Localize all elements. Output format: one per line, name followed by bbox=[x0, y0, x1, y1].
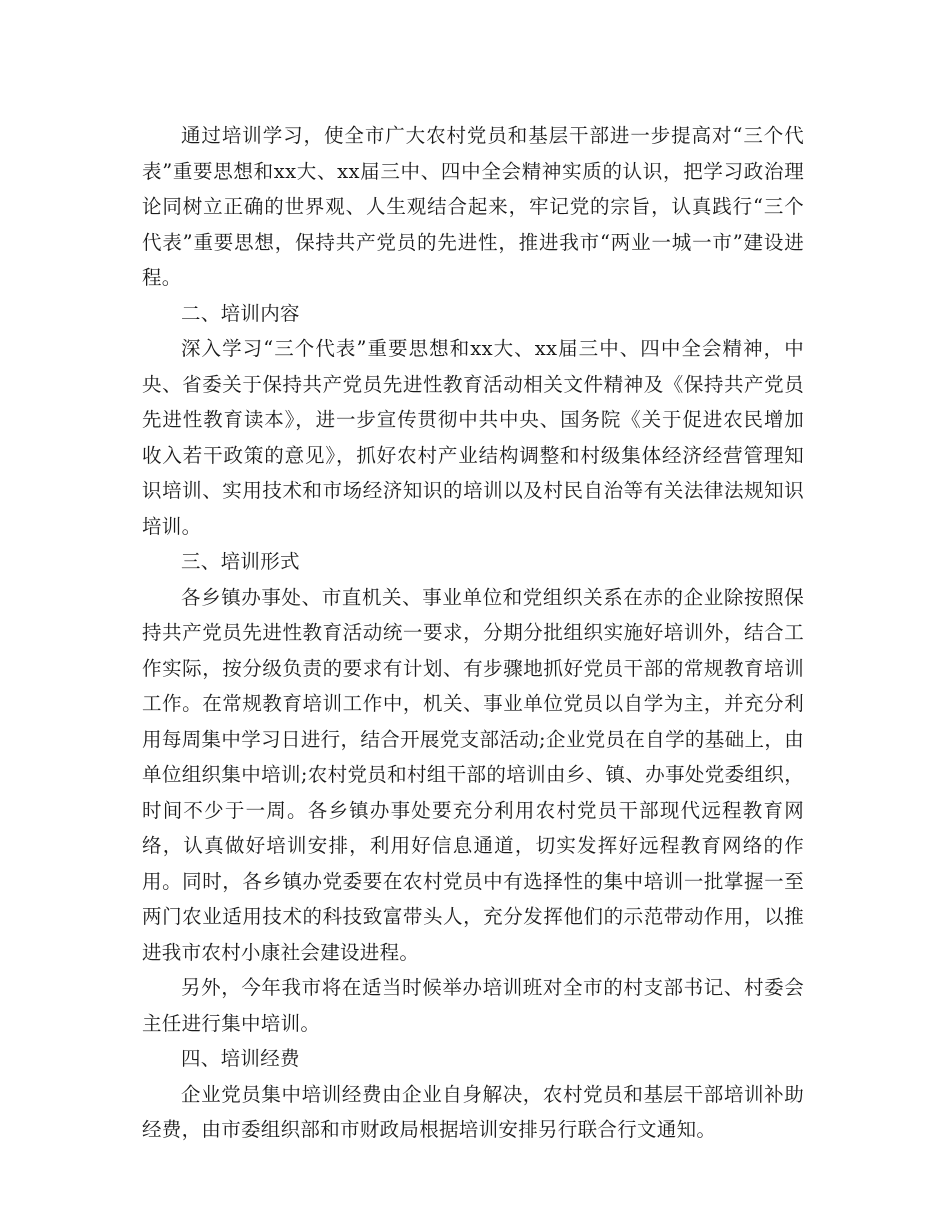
document-body bbox=[142, 118, 804, 1148]
section-heading-training-format: 三、培训形式 bbox=[181, 550, 300, 573]
paragraph-training-format: 各乡镇办事处、市直机关、事业单位和党组织关系在赤的企业除按照保持共产党员先进性教育活动统一要求，分期分批组织实施好培训外，结合工作实际，按分级负责的要求有计划、有步骤地抓好党员干部的常规教育培训工作。在常规教育培训工作中，机关、事业单位党员以自学为主，并充分利用每周集中学习日进行，结合开展党支部活动;企业党员在自学的基础上，由单位组织集中培训;农村党员和村组干部的培训由乡、镇、办事处党委组织，时间不少于一周。各乡镇办事处要充分利用农村党员干部现代远程教育网络，认真做好培训安排，利用好信息通道，切实发挥好远程教育网络的作用。同时，各乡镇办党委要在农村党员中有选择性的集中培训一批掌握一至两门农业适用技术的科技致富带头人，充分发挥他们的示范带动作用，以推进我市农村小康社会建设进程。 bbox=[142, 585, 804, 964]
section-heading-training-funding: 四、培训经费 bbox=[181, 1047, 300, 1070]
section-heading-training-content: 二、培训内容 bbox=[181, 301, 300, 325]
paragraph-training-funding: 企业党员集中培训经费由企业自身解决，农村党员和基层干部培训补助经费，由市委组织部和市财政局根据培训安排另行联合行文通知。 bbox=[142, 1082, 804, 1141]
paragraph-training-goal: 通过培训学习，使全市广大农村党员和基层干部进一步提高对“三个代表”重要思想和xx大、xx届三中、四中全会精神实质的认识，把学习政治理论同树立正确的世界观、人生观结合起来，牢记党的宗旨，认真践行“三个代表”重要思想，保持共产党员的先进性，推进我市“两业一城一市”建设进程。 bbox=[142, 124, 804, 289]
paragraph-village-secretary-training: 另外，今年我市将在适当时候举办培训班对全市的村支部书记、村委会主任进行集中培训。 bbox=[142, 976, 804, 1035]
paragraph-training-content: 深入学习“三个代表”重要思想和xx大、xx届三中、四中全会精神，中央、省委关于保持共产党员先进性教育活动相关文件精神及《保持共产党员先进性教育读本》，进一步宣传贯彻中共中央、国务院《关于促进农民增加收入若干政策的意见》，抓好农村产业结构调整和村级集体经济经营管理知识培训、实用技术和市场经济知识的培训以及村民自治等有关法律法规知识培训。 bbox=[142, 337, 804, 538]
